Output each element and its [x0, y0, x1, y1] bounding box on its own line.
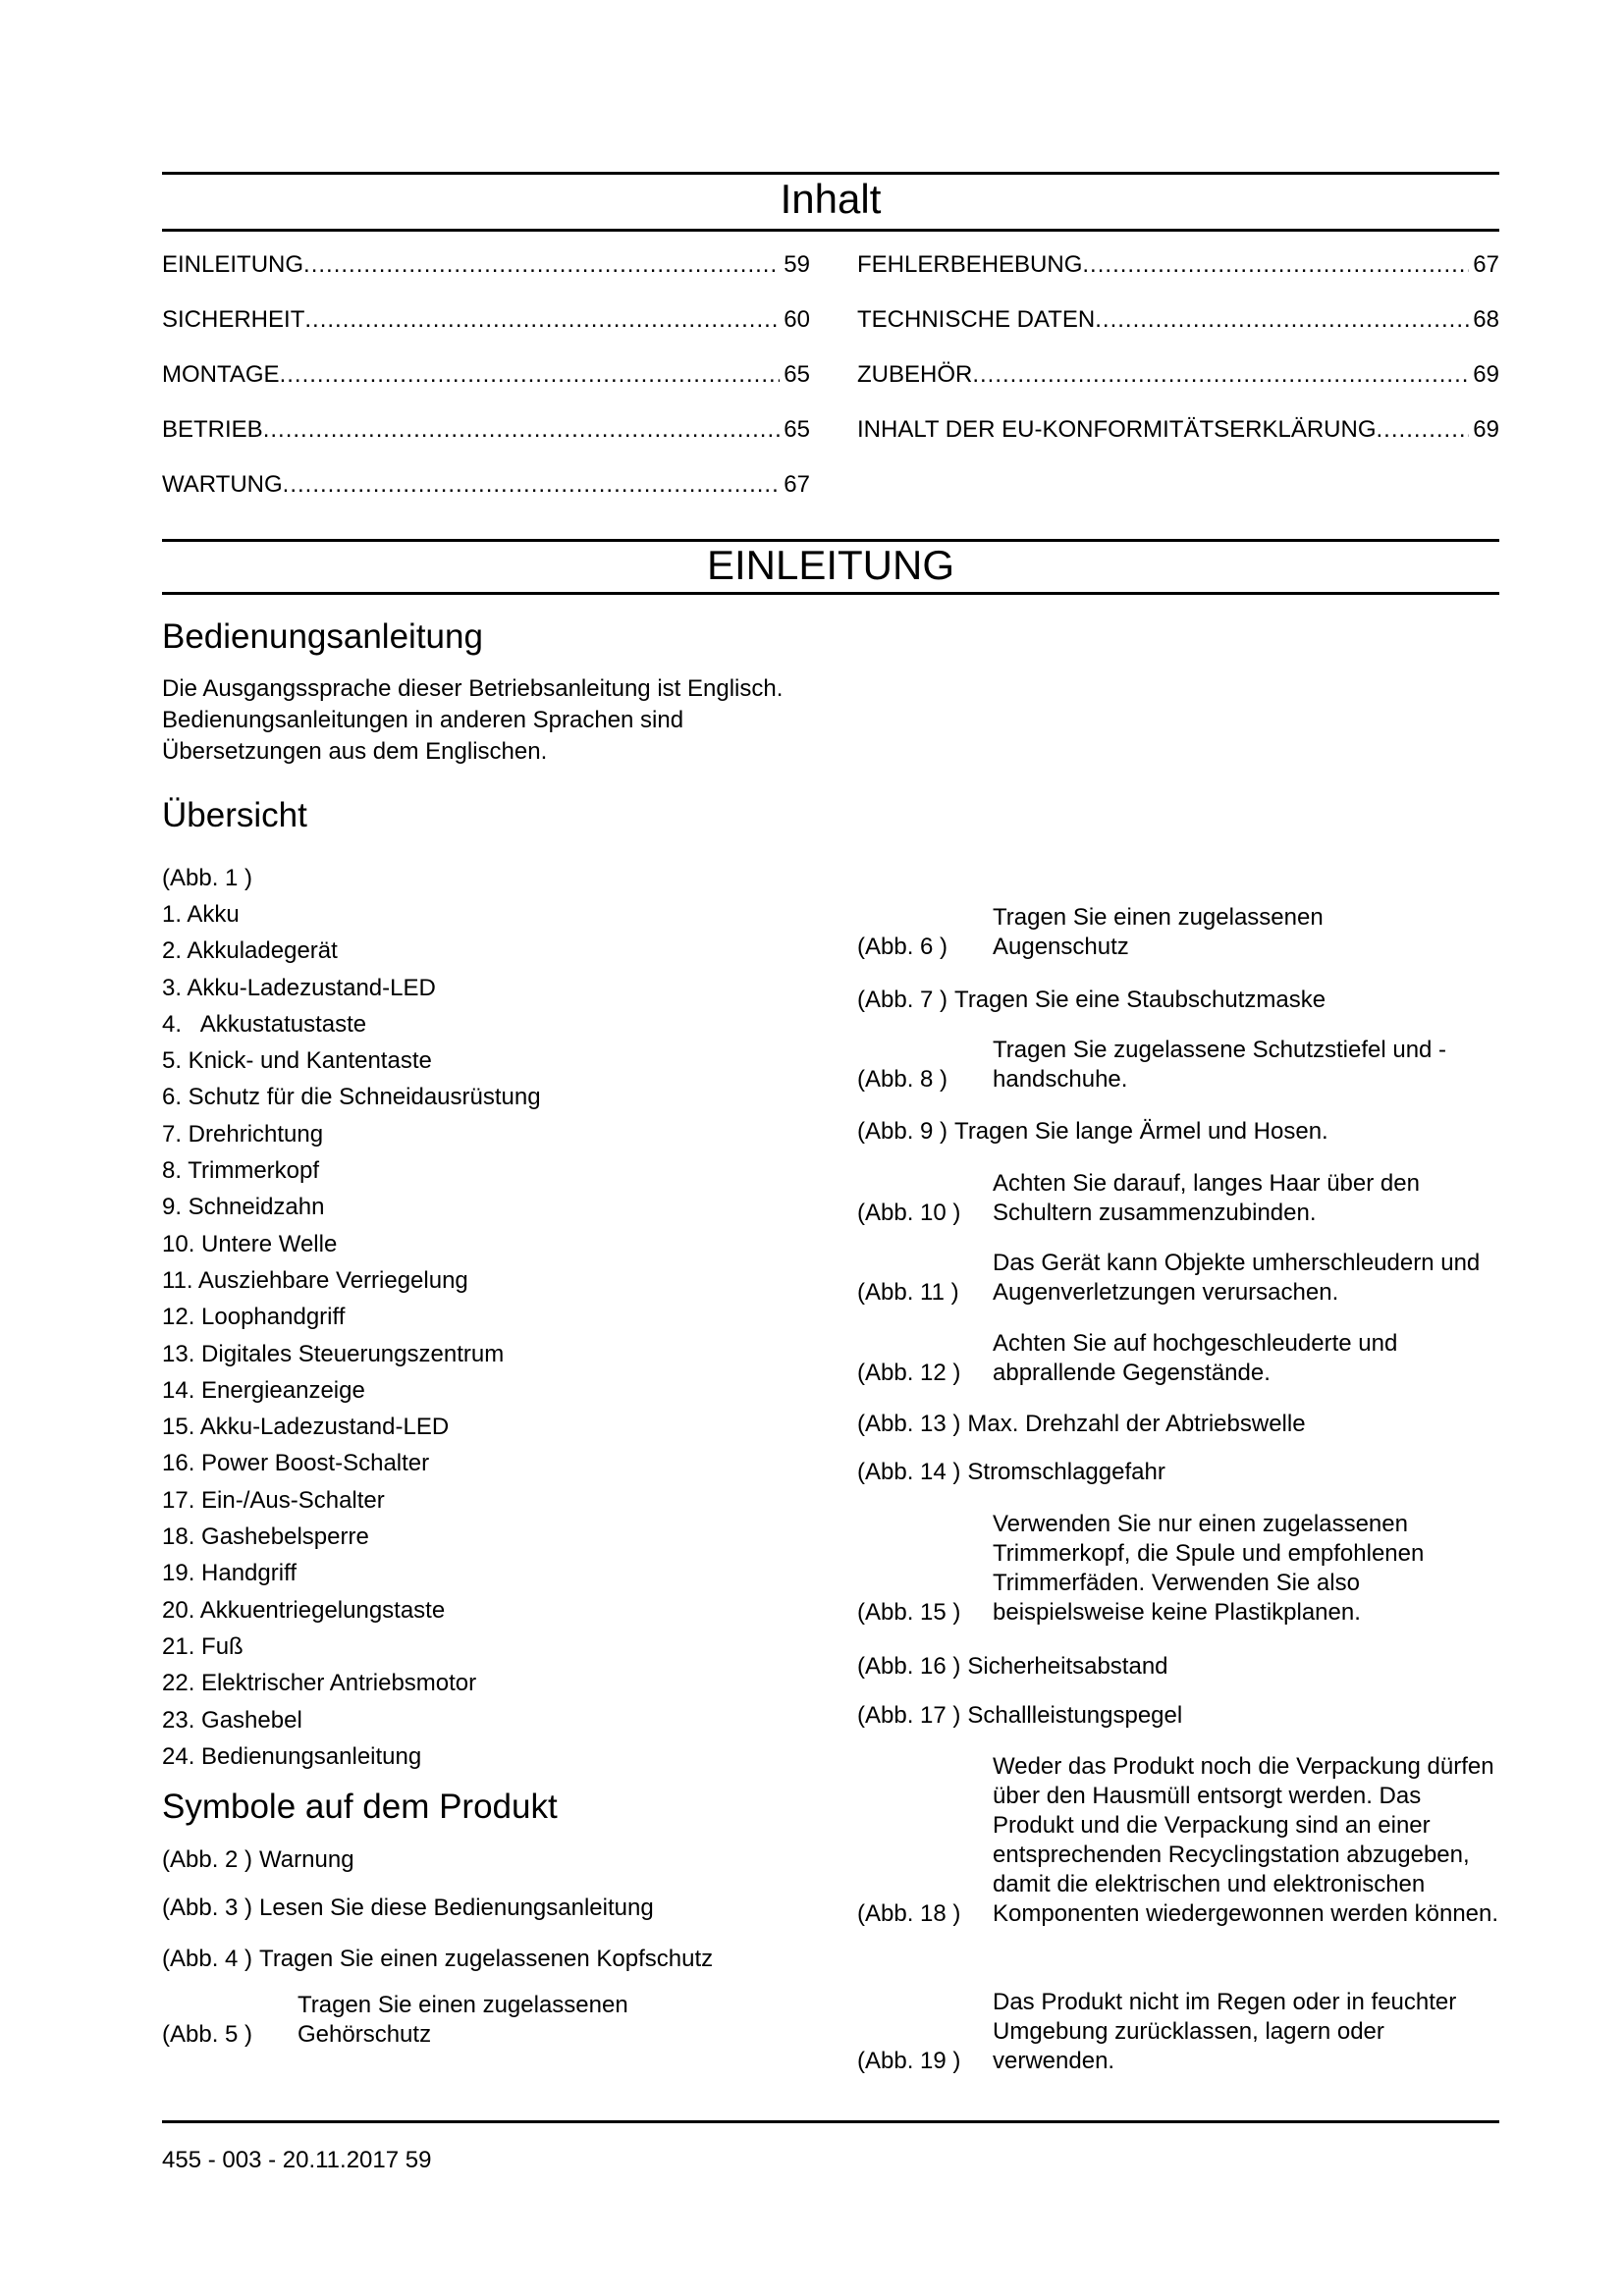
section-title-rule: [162, 592, 1499, 595]
symbol-entry: (Abb. 13 ) Max. Drehzahl der Abtriebswelle: [857, 1411, 1306, 1437]
symbols-heading: Symbole auf dem Produkt: [162, 1788, 558, 1826]
list-item: 21. Fuß: [162, 1632, 244, 1660]
symbol-entry: (Abb. 17 ) Schallleistungspegel: [857, 1702, 1183, 1729]
list-item: 16. Power Boost-Schalter: [162, 1450, 430, 1477]
list-item: 3. Akku-Ladezustand-LED: [162, 974, 436, 1001]
symbol-entry: (Abb. 12 ) Achten Sie auf hochgeschleuderte und abprallende Gegenstände.: [857, 1330, 1398, 1386]
list-item: 19. Handgriff: [162, 1560, 297, 1587]
list-item: 18. Gashebelsperre: [162, 1523, 369, 1551]
toc-title: Inhalt: [780, 176, 882, 222]
list-item: 15. Akku-Ladezustand-LED: [162, 1414, 450, 1441]
symbol-entry: (Abb. 10 ) Achten Sie darauf, langes Haar über den Schultern zusammenzubinden.: [857, 1170, 1420, 1226]
toc-entry[interactable]: FEHLERBEHEBUNG ..... 67: [857, 250, 1499, 280]
symbol-entry: (Abb. 4 ) Tragen Sie einen zugelassenen Kopfschutz: [162, 1946, 714, 1972]
list-item: 22. Elektrischer Antriebsmotor: [162, 1670, 477, 1697]
toc-entry[interactable]: TECHNISCHE DATEN ..... 68: [857, 305, 1499, 335]
symbol-entry: (Abb. 2 ) Warnung: [162, 1846, 354, 1873]
list-item: 2. Akkuladegerät: [162, 937, 338, 965]
symbol-entry: (Abb. 9 ) Tragen Sie lange Ärmel und Hosen.: [857, 1118, 1328, 1145]
list-item: 24. Bedienungsanleitung: [162, 1742, 422, 1770]
toc-entry[interactable]: INHALT DER EU-KONFORMITÄTSERKLÄRUNG ..... 69: [857, 415, 1499, 445]
section-title: EINLEITUNG: [706, 542, 955, 588]
symbol-entry: (Abb. 15 ) Verwenden Sie nur einen zugelassenen Trimmerkopf, die Spule und empfohlenen Trimmerfäden. Verwenden Sie also beispielsweise keine Plastikplanen.: [857, 1511, 1425, 1626]
symbol-entry: (Abb. 8 ) Tragen Sie zugelassene Schutzstiefel und -handschuhe.: [857, 1037, 1447, 1093]
symbol-entry: (Abb. 3 ) Lesen Sie diese Bedienungsanleitung: [162, 1895, 654, 1921]
list-item: 8. Trimmerkopf: [162, 1157, 320, 1185]
list-item: 11. Ausziehbare Verriegelung: [162, 1266, 468, 1294]
overview-list: [162, 899, 541, 1778]
toc-entry[interactable]: MONTAGE ..... 65: [162, 360, 810, 390]
list-item: 12. Loophandgriff: [162, 1304, 346, 1331]
manual-heading: Bedienungsanleitung: [162, 617, 483, 656]
symbol-entry: (Abb. 16 ) Sicherheitsabstand: [857, 1653, 1168, 1680]
list-item: 6. Schutz für die Schneidausrüstung: [162, 1084, 541, 1111]
list-item: 1. Akku: [162, 901, 240, 928]
toc-entry[interactable]: EINLEITUNG ..... 59: [162, 250, 810, 280]
footer-rule: [162, 2120, 1499, 2123]
list-item: 10. Untere Welle: [162, 1230, 338, 1257]
list-item: 4. Akkustatustaste: [162, 1010, 367, 1038]
page-footer: 455 - 003 - 20.11.2017 59: [162, 2147, 432, 2173]
symbol-entry: (Abb. 11 ) Das Gerät kann Objekte umherschleudern und Augenverletzungen verursachen.: [857, 1250, 1481, 1306]
symbol-entry: (Abb. 5 ) Tragen Sie einen zugelassenen Gehörschutz: [162, 1992, 628, 2048]
symbol-entry: (Abb. 14 ) Stromschlaggefahr: [857, 1459, 1165, 1485]
symbol-entry: (Abb. 6 ) Tragen Sie einen zugelassenen Augenschutz: [857, 904, 1324, 960]
symbol-entry: (Abb. 19 ) Das Produkt nicht im Regen oder in feuchter Umgebung zurücklassen, lagern oder verwenden.: [857, 1989, 1457, 2074]
list-item: 20. Akkuentriegelungstaste: [162, 1596, 446, 1624]
overview-figure-ref: (Abb. 1 ): [162, 865, 253, 891]
toc-entry[interactable]: WARTUNG ..... 67: [162, 470, 810, 500]
list-item: 7. Drehrichtung: [162, 1120, 324, 1148]
toc-entry[interactable]: BETRIEB ..... 65: [162, 415, 810, 445]
manual-text: Die Ausgangssprache dieser Betriebsanleitung ist Englisch. Bedienungsanleitungen in anderen Sprachen sind Übersetzungen aus dem Englischen.: [162, 675, 784, 765]
toc-entry[interactable]: ZUBEHÖR ..... 69: [857, 360, 1499, 390]
symbol-entry: (Abb. 7 ) Tragen Sie eine Staubschutzmaske: [857, 987, 1326, 1013]
symbol-entry: (Abb. 18 ) Weder das Produkt noch die Verpackung dürfen über den Hausmüll entsorgt werden. Das Produkt und die Verpackung sind an einer entsprechenden Recyclingstation abzugeben, damit die elektrischen und elektronischen Komponenten wiedergewonnen werden können.: [857, 1753, 1499, 1927]
list-item: 14. Energieanzeige: [162, 1376, 365, 1404]
list-item: 17. Ein-/Aus-Schalter: [162, 1486, 385, 1514]
list-item: 5. Knick- und Kantentaste: [162, 1047, 432, 1075]
overview-heading: Übersicht: [162, 796, 307, 834]
list-item: 23. Gashebel: [162, 1706, 302, 1734]
toc-title-rule: [162, 229, 1499, 232]
list-item: 9. Schneidzahn: [162, 1194, 325, 1221]
list-item: 13. Digitales Steuerungszentrum: [162, 1340, 505, 1367]
toc-entry[interactable]: SICHERHEIT ..... 60: [162, 305, 810, 335]
